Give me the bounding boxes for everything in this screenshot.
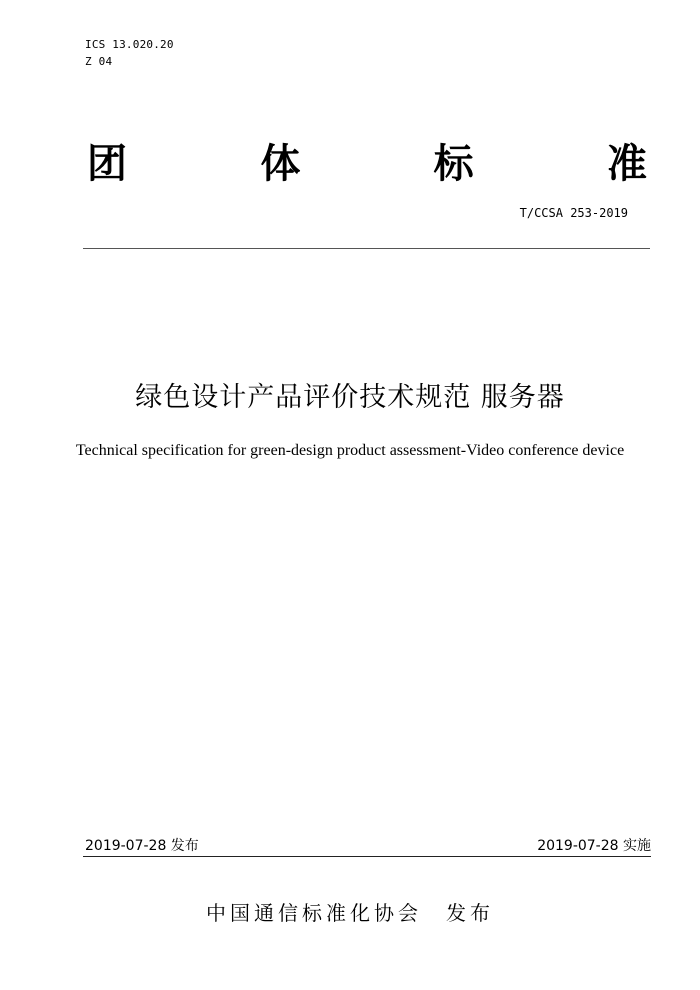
document-title-english: Technical specification for green-design product assessment-Video conference device	[75, 442, 625, 459]
classification-code: Z 04	[85, 55, 113, 68]
standard-type-char: 准	[606, 141, 647, 187]
ics-code: ICS 13.020.20	[85, 38, 174, 51]
standard-type-char: 体	[260, 141, 301, 187]
standard-type-heading	[85, 138, 649, 190]
standard-type-char: 标	[433, 141, 474, 187]
standard-number: T/CCSA 253-2019	[519, 206, 628, 220]
implement-date: 2019-07-28 实施	[537, 838, 651, 854]
standard-type-char: 团	[87, 141, 127, 187]
publisher-line: 中国通信标准化协会 发布	[206, 901, 494, 925]
publish-date: 2019-07-28 发布	[85, 838, 199, 854]
header-divider	[83, 248, 650, 249]
document-title-chinese: 绿色设计产品评价技术规范 服务器	[135, 382, 565, 413]
footer-divider	[83, 856, 651, 857]
